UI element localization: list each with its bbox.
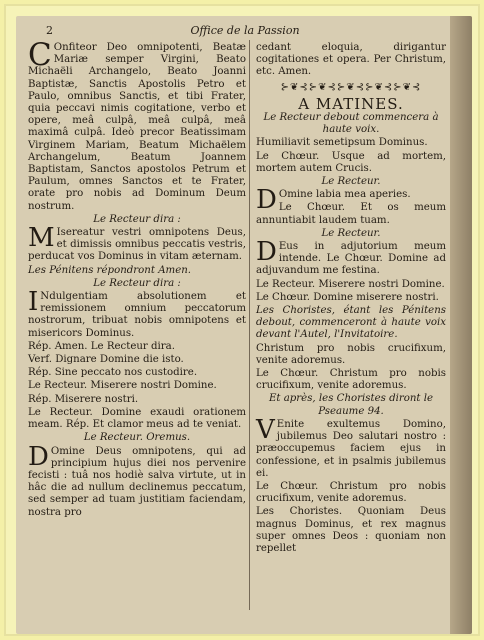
- deus-in-paragraph: [256, 237, 446, 278]
- domine-labia-text: Omine labia mea aperies.: [278, 189, 411, 201]
- rubric: Les Pénitens répondront Amen.: [28, 264, 192, 276]
- response-line: Le Recteur. Domine exaudi orationem meam. Rép. Et clamor meus ad te veniat.: [28, 406, 246, 431]
- page-number: 2: [46, 24, 53, 37]
- indulgentiam-text: Ndulgentiam absolutionem et remissionem omnium peccatorum nostrorum, tribuat nobis omnipotens et misericors Dominus.: [28, 291, 246, 339]
- response-line: Rép. Miserere nostri.: [28, 393, 139, 405]
- response-line: Rép. Amen. Le Recteur dira.: [28, 340, 175, 352]
- drop-cap: D: [28, 441, 49, 472]
- continuation-text: cedant eloquia, dirigantur cogitationes et opera. Per Christum, etc. Amen.: [256, 42, 446, 78]
- confiteor-text: Onfiteor Deo omnipotenti, Beatæ Mariæ semper Virgini, Beato Michaëli Archangelo, Beato Joanni Baptistæ, Sanctis Apostolis Petro et Paulo, omnibus Sanctis, et tibi Frater, quia peccavi nimis cogitatione, verbo et opere, meâ culpâ, meâ culpâ, meâ maximâ culpâ. Ideò precor Beatissimam Virginem Mariam, Beatum Michaëlem Archangelum, Beatum Joannem Baptistam, Sanctos apostolos Petrum et Paulum, omnes Sanctos et te Frater, orate pro nobis ad Dominum Deum nostrum.: [28, 42, 246, 212]
- oratio-text: Omine Deus omnipotens, qui ad principium hujus diei nos pervenire fecisti : tuâ nos hodiè salva virtute, ut in hâc die ad nullum declinemus peccatum, sed semper ad tuam justitiam faciendam, nostra pro: [28, 445, 246, 518]
- misereatur-text: Isereatur vestri omnipotens Deus, et dimissis omnibus peccatis vestris, perducat vos Dominus in vitam æternam.: [28, 227, 246, 263]
- misereatur-paragraph: [28, 223, 246, 264]
- right-column: [256, 42, 446, 556]
- verse-line: Le Chœur. Christum pro nobis crucifixum, venite adoremus.: [256, 480, 446, 505]
- response-line: Le Recteur. Miserere nostri Domine.: [28, 380, 217, 392]
- rubric: Le Recteur debout commencera à haute voix.: [263, 112, 439, 136]
- rubric: Le Recteur.: [321, 227, 381, 239]
- book-page: [16, 16, 472, 634]
- verse-line: Le Chœur. Et os meum annuntiabit laudem tuam.: [256, 202, 446, 226]
- photo-frame: [4, 4, 480, 636]
- venite-text: Enite exultemus Domino, jubilemus Deo salutari nostro : præoccupemus faciem ejus in confessione, et in psalmis jubilemus ei.: [256, 418, 446, 479]
- rubric: Et après, les Choristes diront le Pseaume 94.: [268, 393, 434, 417]
- venite-paragraph: [256, 414, 446, 480]
- running-title: Office de la Passion: [190, 24, 300, 37]
- running-header: [46, 24, 444, 40]
- drop-cap: V: [256, 414, 275, 445]
- indulgentiam-paragraph: [28, 287, 246, 340]
- page-gutter-shadow: [450, 16, 472, 634]
- rubric: Le Recteur.: [321, 176, 381, 188]
- rubric: Les Choristes, étant les Pénitens debout, commenceront à haute voix devant l'Autel, l'Invitatoire.: [256, 305, 446, 341]
- verse-line: Le Chœur. Christum pro nobis crucifixum, venite adoremus.: [256, 368, 446, 392]
- drop-cap: I: [28, 287, 39, 318]
- drop-cap: M: [28, 223, 55, 254]
- invitatory-line: Christum pro nobis crucifixum, venite adoremus.: [256, 342, 446, 366]
- response-line: Rép. Sine peccato nos custodire.: [28, 367, 198, 379]
- verse-line: Les Choristes. Quoniam Deus magnus Dominus, et rex magnus super omnes Deos : quoniam non repellet: [256, 506, 446, 554]
- confiteor-paragraph: [28, 37, 246, 213]
- verse-line: Le Recteur. Miserere nostri Domine.: [256, 278, 445, 290]
- rubric: Le Recteur. Oremus.: [83, 432, 191, 444]
- drop-cap: D: [256, 185, 277, 216]
- section-heading: A MATINES.: [298, 94, 404, 113]
- oratio-paragraph: [28, 441, 246, 519]
- response-line: Verf. Dignare Domine die isto.: [28, 354, 184, 366]
- verse-line: Le Chœur. Domine miserere nostri.: [256, 291, 439, 303]
- drop-cap: D: [256, 237, 277, 268]
- verse-line: Humiliavit semetipsum Dominus.: [256, 137, 428, 149]
- rubric: Le Recteur dira :: [93, 213, 181, 225]
- ornament-divider: ⊱❦⊰⊱❦⊰⊱❦⊰⊱❦⊰⊱❦⊰: [280, 81, 422, 93]
- column-rule: [249, 40, 250, 610]
- deus-in-text: Eus in adjutorium meum intende. Le Chœur. Domine ad adjuvandum me festina.: [256, 241, 446, 277]
- rubric: Le Recteur dira :: [93, 277, 181, 289]
- verse-line: Le Chœur. Usque ad mortem, mortem autem Crucis.: [256, 150, 446, 174]
- drop-cap: C: [28, 37, 52, 73]
- left-column: [28, 37, 246, 520]
